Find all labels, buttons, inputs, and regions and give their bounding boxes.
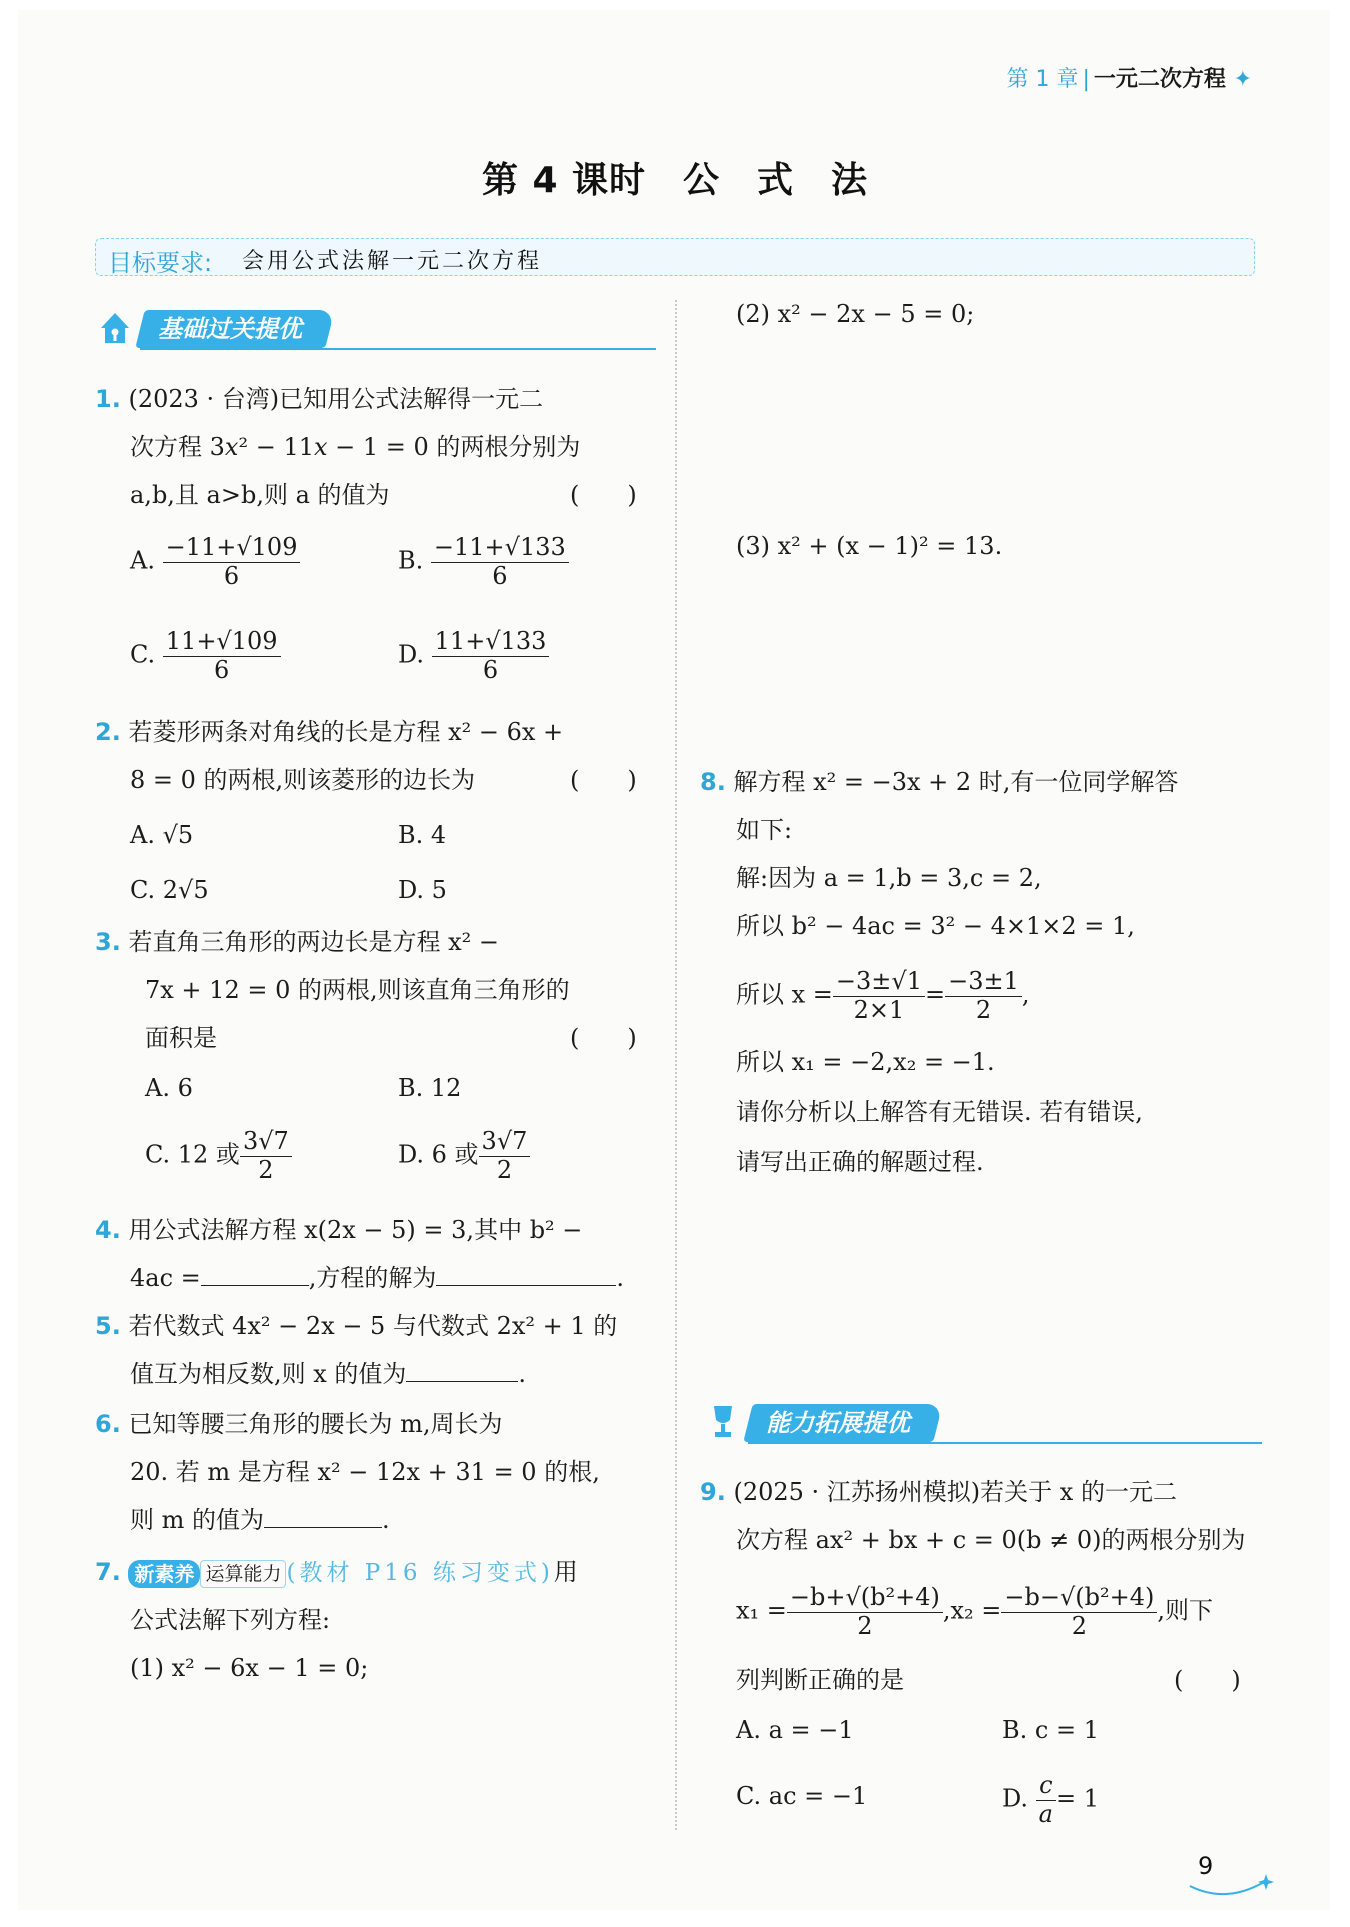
q2-option-c: C. 2√5 xyxy=(130,876,209,904)
goal-label: 目标要求: xyxy=(108,249,213,277)
q8-line4: 所以 b² − 4ac = 3² − 4×1×2 = 1, xyxy=(736,912,1135,940)
q6-blank[interactable] xyxy=(264,1527,382,1528)
q8-line5: 所以 x = $\frac{-3\pm√1}{2\times 1}$ = $\frac{-3\pm 1}{2}$ , xyxy=(736,967,1030,1024)
goal-text: 会用公式法解一元二次方程 xyxy=(242,249,543,274)
q6-number: 6. xyxy=(95,1410,121,1438)
q3-option-d: D. 6 或 $\frac{3√7}{2}$ xyxy=(398,1128,530,1184)
section-header-advanced xyxy=(706,1402,1262,1446)
q5-line2: 值互为相反数,则 x 的值为 . xyxy=(130,1360,527,1388)
q2-answer-paren: ( ) xyxy=(570,766,637,794)
q1-number: 1. xyxy=(95,385,121,413)
q7-tag-skill: 运算能力 xyxy=(200,1560,286,1588)
q2-option-a: A. √5 xyxy=(130,821,194,849)
q7-line1: 7. 新素养 运算能力 (教材 P16 练习变式)用 xyxy=(95,1558,578,1586)
q6-line2: 20. 若 m 是方程 x² − 12x + 31 = 0 的根, xyxy=(130,1458,600,1486)
q8-line8: 请写出正确的解题过程. xyxy=(736,1148,984,1176)
q3-number: 3. xyxy=(95,928,121,956)
q4-number: 4. xyxy=(95,1216,121,1244)
q8-line1: 8. 解方程 x² = −3x + 2 时,有一位同学解答 xyxy=(700,768,1179,796)
q9-answer-paren: ( ) xyxy=(1174,1666,1241,1694)
q8-line3: 解:因为 a = 1,b = 3,c = 2, xyxy=(736,864,1042,892)
q9-number: 9. xyxy=(700,1478,726,1506)
q7-part1: (1) x² − 6x − 1 = 0; xyxy=(130,1654,369,1682)
page-title: 第 4 课时 公 式 法 xyxy=(481,160,869,201)
q8-number: 8. xyxy=(700,768,726,796)
q3-line3: 面积是 xyxy=(145,1024,217,1052)
q7-line2: 公式法解下列方程: xyxy=(130,1606,331,1634)
q2-option-d: D. 5 xyxy=(398,876,447,904)
chapter-number: 第 1 章 xyxy=(1006,67,1079,92)
q7-textbook-ref: (教材 P16 练习变式) xyxy=(286,1560,554,1586)
section-header-basic xyxy=(98,308,656,352)
section-title-basic: 基础过关提优 xyxy=(158,315,302,343)
q5-line1: 5. 若代数式 4x² − 2x − 5 与代数式 2x² + 1 的 xyxy=(95,1312,618,1340)
q2-number: 2. xyxy=(95,718,121,746)
q1-option-d: D. $\frac{11+√133}{6}$ xyxy=(398,628,549,684)
q3-answer-paren: ( ) xyxy=(570,1024,637,1052)
q1-answer-paren: ( ) xyxy=(570,481,637,509)
chapter-name: 一元二次方程 xyxy=(1093,67,1226,92)
q6-line1: 6. 已知等腰三角形的腰长为 m,周长为 xyxy=(95,1410,503,1438)
house-icon xyxy=(98,308,132,346)
q8-line6: 所以 x₁ = −2,x₂ = −1. xyxy=(736,1048,995,1076)
q2-option-b: B. 4 xyxy=(398,821,447,849)
section-title-advanced: 能力拓展提优 xyxy=(766,1409,910,1437)
q3-line2: 7x + 12 = 0 的两根,则该直角三角形的 xyxy=(145,976,570,1004)
q2-line2: 8 = 0 的两根,则该菱形的边长为 xyxy=(130,766,476,794)
q7-part2: (2) x² − 2x − 5 = 0; xyxy=(736,300,975,328)
q7-tag-new-literacy: 新素养 xyxy=(128,1560,200,1588)
q3-line1: 3. 若直角三角形的两边长是方程 x² − xyxy=(95,928,499,956)
q7-number: 7. xyxy=(95,1558,121,1586)
chapter-header: 第 1 章 | 一元二次方程 ✦ xyxy=(1006,67,1252,92)
sparkle-icon: ✦ xyxy=(1225,67,1252,92)
page-number: 9 xyxy=(1198,1852,1214,1880)
goal-box xyxy=(95,238,1255,276)
trophy-icon xyxy=(706,1402,740,1440)
q8-line7: 请你分析以上解答有无错误. 若有错误, xyxy=(736,1098,1143,1126)
q9-line3: x₁ = $\frac{\text{−b+√(b²+4)}}{2}$ ,x₂ = $\frac{\text{−b−√(b²+4)}}{2}$ ,则下 xyxy=(736,1583,1214,1640)
q6-line3: 则 m 的值为 . xyxy=(130,1506,390,1534)
q5-number: 5. xyxy=(95,1312,121,1340)
q1-line3: a,b,且 a>b,则 a 的值为 xyxy=(130,481,390,509)
q9-option-b: B. c = 1 xyxy=(1002,1716,1099,1744)
q9-option-c: C. ac = −1 xyxy=(736,1782,868,1810)
q5-blank[interactable] xyxy=(406,1381,518,1382)
q4-blank-2[interactable] xyxy=(436,1285,616,1286)
q1-line1: 1. (2023 · 台湾)已知用公式法解得一元二 xyxy=(95,385,544,413)
q9-line2: 次方程 ax² + bx + c = 0(b ≠ 0)的两根分别为 xyxy=(736,1526,1246,1554)
column-divider xyxy=(675,300,677,1830)
q3-option-a: A. 6 xyxy=(145,1074,193,1102)
q1-option-b: B. $\frac{-11+√133}{6}$ xyxy=(398,534,569,590)
q1-line2: 次方程 3x² − 11x − 1 = 0 的两根分别为 xyxy=(130,433,581,461)
q9-option-a: A. a = −1 xyxy=(736,1716,854,1744)
q4-line2: 4ac = ,方程的解为 . xyxy=(130,1264,625,1292)
q7-part3: (3) x² + (x − 1)² = 13. xyxy=(736,532,1003,560)
q1-option-a: A. $\frac{-11+√109}{6}$ xyxy=(130,534,300,590)
q4-blank-1[interactable] xyxy=(201,1285,309,1286)
q1-option-c: C. $\frac{11+√109}{6}$ xyxy=(130,628,281,684)
q2-line1: 2. 若菱形两条对角线的长是方程 x² − 6x + xyxy=(95,718,564,746)
q9-option-d: D. $\frac{c}{a}$ = 1 xyxy=(1002,1771,1099,1828)
q8-line2: 如下: xyxy=(736,816,793,844)
q9-line1: 9. (2025 · 江苏扬州模拟)若关于 x 的一元二 xyxy=(700,1478,1177,1506)
q9-line4: 列判断正确的是 xyxy=(736,1666,904,1694)
q4-line1: 4. 用公式法解方程 x(2x − 5) = 3,其中 b² − xyxy=(95,1216,583,1244)
q3-option-c: C. 12 或 $\frac{3√7}{2}$ xyxy=(145,1128,292,1184)
q3-option-b: B. 12 xyxy=(398,1074,462,1102)
